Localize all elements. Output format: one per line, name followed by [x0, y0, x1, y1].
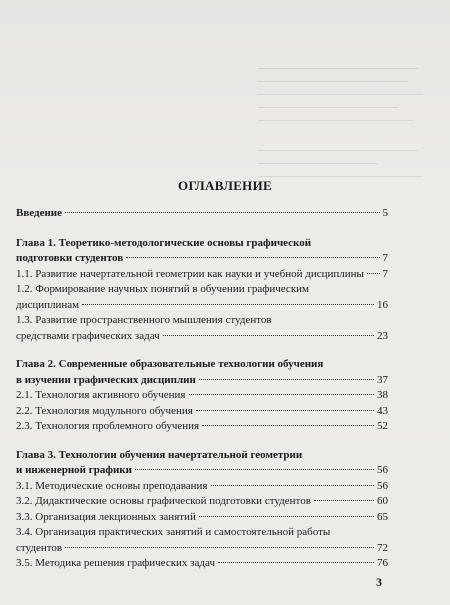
toc-section[interactable] [16, 388, 388, 404]
toc-page-number: 76 [377, 557, 388, 569]
toc-page-number: 52 [377, 420, 388, 432]
toc-chapter-heading[interactable] [16, 357, 388, 388]
toc-section-label: 3.5. Методика решения графических задач [16, 557, 215, 569]
toc-page-number: 72 [377, 541, 388, 554]
toc-page-number: 60 [377, 495, 388, 507]
toc-page-number: 16 [377, 298, 388, 311]
chapter-heading-line: Глава 1. Теоретико-методологические основы графической [16, 236, 312, 249]
leader-dots [314, 500, 374, 501]
toc-chapter-heading[interactable] [16, 236, 388, 267]
toc-page-number: 65 [377, 510, 388, 523]
toc-section[interactable] [16, 510, 388, 526]
bleed-through-text [258, 56, 428, 121]
leader-dots [211, 485, 375, 486]
toc-section[interactable] [16, 479, 388, 495]
toc-intro[interactable] [16, 206, 388, 222]
chapter-heading-line: Глава 3. Технологии обучения начертательной геометрии [16, 448, 303, 461]
chapter-heading-line: и инженерной графики [16, 464, 132, 476]
toc-chapter-heading[interactable] [16, 448, 388, 479]
toc-page-number: 7 [382, 252, 388, 264]
toc-section[interactable] [16, 267, 388, 283]
toc-section[interactable] [16, 525, 388, 556]
toc-chapter-2 [16, 357, 388, 435]
bleed-through-text [258, 138, 428, 177]
page-title: ОГЛАВЛЕНИЕ [178, 178, 272, 193]
toc-section-label: студентов [16, 541, 63, 554]
toc-section[interactable] [16, 282, 388, 313]
toc-section-label: 1.1. Развитие начертательной геометрии как науки и учебной дисциплины [16, 267, 364, 280]
toc-section[interactable] [16, 494, 388, 510]
leader-dots [199, 516, 374, 517]
toc-chapter-3 [16, 448, 388, 572]
toc-section-label: 3.1. Методические основы преподавания [16, 479, 208, 492]
page-number: 3 [376, 575, 382, 589]
toc-section[interactable] [16, 313, 388, 344]
toc-section-label: 1.3. Развитие пространственного мышления студентов [16, 314, 272, 326]
toc-section-label: 1.2. Формирование научных понятий в обучении графическим [16, 283, 310, 295]
leader-dots [82, 304, 374, 305]
leader-dots [189, 394, 375, 395]
leader-dots [126, 257, 379, 258]
toc-section-label: 2.3. Технология проблемного обучения [16, 420, 200, 432]
toc-page-number: 43 [377, 404, 388, 417]
toc-intro-label: Введение [16, 207, 63, 219]
toc-page-number: 38 [377, 389, 388, 401]
leader-dots [65, 212, 379, 213]
leader-dots [163, 335, 374, 336]
toc-page-number: 37 [377, 373, 388, 386]
leader-dots [367, 273, 380, 274]
toc-section-label: 3.4. Организация практических занятий и самостоятельной работы [16, 526, 331, 538]
toc-page-number: 5 [382, 207, 388, 219]
toc-section-label: дисциплинам [16, 298, 80, 311]
toc-page-number: 56 [377, 464, 388, 476]
leader-dots [196, 410, 374, 411]
leader-dots [135, 469, 374, 470]
toc-page-number: 7 [382, 267, 388, 280]
chapter-heading-line: в изучении графических дисциплин [16, 373, 196, 386]
toc-chapter-1 [16, 236, 388, 345]
leader-dots [218, 562, 374, 563]
chapter-heading-line: Глава 2. Современные образовательные технологии обучения [16, 358, 324, 370]
toc-section[interactable] [16, 556, 388, 572]
toc-section-label: 2.2. Технология модульного обучения [16, 404, 193, 417]
toc-section-label: 3.3. Организация лекционных занятий [16, 510, 196, 523]
toc-section-label: средствами графических задач [16, 329, 160, 342]
toc-page-number: 23 [377, 329, 388, 342]
leader-dots [199, 379, 374, 380]
toc-section[interactable] [16, 419, 388, 435]
toc-section[interactable] [16, 404, 388, 420]
toc-page-number: 56 [377, 479, 388, 492]
leader-dots [65, 547, 374, 548]
chapter-heading-line: подготовки студентов [16, 252, 124, 264]
toc-section-label: 2.1. Технология активного обучения [16, 389, 186, 401]
toc-section-label: 3.2. Дидактические основы графической подготовки студентов [16, 495, 311, 507]
table-of-contents [16, 206, 388, 572]
leader-dots [202, 425, 374, 426]
